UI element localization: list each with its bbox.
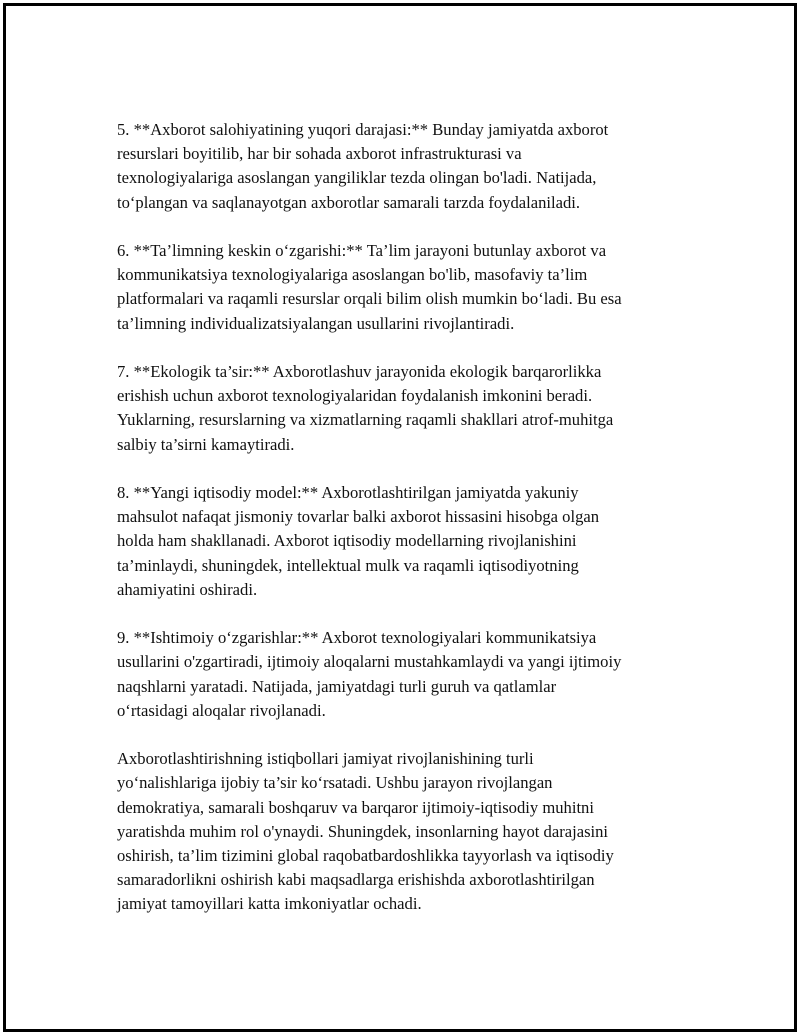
paragraph-gap (117, 602, 687, 626)
text-line: salbiy ta’sirni kamaytiradi. (117, 434, 295, 454)
text-line: 6. **Ta’limning keskin o‘zgarishi:** Ta’lim jarayoni butunlay axborot va (117, 241, 607, 260)
text-line: usullarini o'zgartiradi, ijtimoiy aloqalarni mustahkamlaydi va yangi ijtimoiy (117, 652, 622, 672)
paragraph-gap (117, 215, 687, 239)
text-line: kommunikatsiya texnologiyalariga asoslangan bo'lib, masofaviy ta’lim (117, 265, 588, 285)
text-line: 9. **Ishtimoiy o‘zgarishlar:** Axborot texnologiyalari kommunikatsiya (117, 628, 597, 648)
text-line: holda ham shakllanadi. Axborot iqtisodiy modellarning rivojlanishini (117, 531, 577, 551)
text-line: o‘rtasidagi aloqalar rivojlanadi. (117, 700, 326, 720)
text-line: platformalari va raqamli resurslar orqali bilim olish mumkin bo‘ladi. Bu esa (117, 289, 622, 309)
text-line: 5. **Axborot salohiyatining yuqori darajasi:** Bunday jamiyatda axborot (117, 120, 609, 139)
text-line: ta’limning individualizatsiyalangan usullarini rivojlantiradi. (117, 313, 515, 333)
text-line: samaradorlikni oshirish kabi maqsadlarga erishishda axborotlashtirilgan (117, 870, 595, 890)
paragraph-gap (117, 336, 687, 360)
text-line: mahsulot nafaqat jismoniy tovarlar balki axborot hissasini hisobga olgan (117, 507, 600, 527)
paragraph-9-social-changes (117, 626, 687, 723)
text-line: naqshlarni yaratadi. Natijada, jamiyatdagi turli guruh va qatlamlar (117, 676, 557, 696)
text-line: ahamiyatini oshiradi. (117, 579, 258, 599)
paragraph-gap (117, 723, 687, 747)
text-line: erishish uchun axborot texnologiyalaridan foydalanish imkonini beradi. (117, 386, 593, 406)
paragraph-gap (117, 457, 687, 481)
text-line: texnologiyalariga asoslangan yangiliklar tezda olingan bo'ladi. Natijada, (117, 168, 597, 188)
text-line: jamiyat tamoyillari katta imkoniyatlar ochadi. (117, 894, 422, 914)
text-line: yo‘nalishlariga ijobiy ta’sir ko‘rsatadi. Ushbu jarayon rivojlangan (117, 773, 553, 793)
paragraph-7-ecological-impact (117, 360, 687, 457)
text-line: Yuklarning, resurslarning va xizmatlarning raqamli shakllari atrof-muhitga (117, 410, 614, 430)
text-line: 7. **Ekologik ta’sir:** Axborotlashuv jarayonida ekologik barqarorlikka (117, 362, 602, 381)
text-line: Axborotlashtirishning istiqbollari jamiyat rivojlanishining turli (117, 749, 534, 769)
text-line: oshirish, ta’lim tizimini global raqobatbardoshlikka tayyorlash va iqtisodiy (117, 846, 614, 866)
text-line: resurslari boyitilib, har bir sohada axborot infrastrukturasi va (117, 144, 522, 164)
text-line: yaratishda muhim rol o'ynaydi. Shuningdek, insonlarning hayot darajasini (117, 821, 609, 841)
text-line: 8. **Yangi iqtisodiy model:** Axborotlashtirilgan jamiyatda yakuniy (117, 483, 579, 502)
text-line: to‘plangan va saqlanayotgan axborotlar samarali tarzda foydalaniladi. (117, 192, 581, 212)
document-body (117, 118, 687, 917)
paragraph-conclusion (117, 747, 687, 916)
paragraph-8-economic-model (117, 481, 687, 602)
text-line: demokratiya, samarali boshqaruv va barqaror ijtimoiy-iqtisodiy muhitni (117, 797, 594, 817)
paragraph-6-education-change (117, 239, 687, 336)
text-line: ta’minlaydi, shuningdek, intellektual mulk va raqamli iqtisodiyotning (117, 555, 579, 575)
paragraph-5-information-potential (117, 118, 687, 215)
